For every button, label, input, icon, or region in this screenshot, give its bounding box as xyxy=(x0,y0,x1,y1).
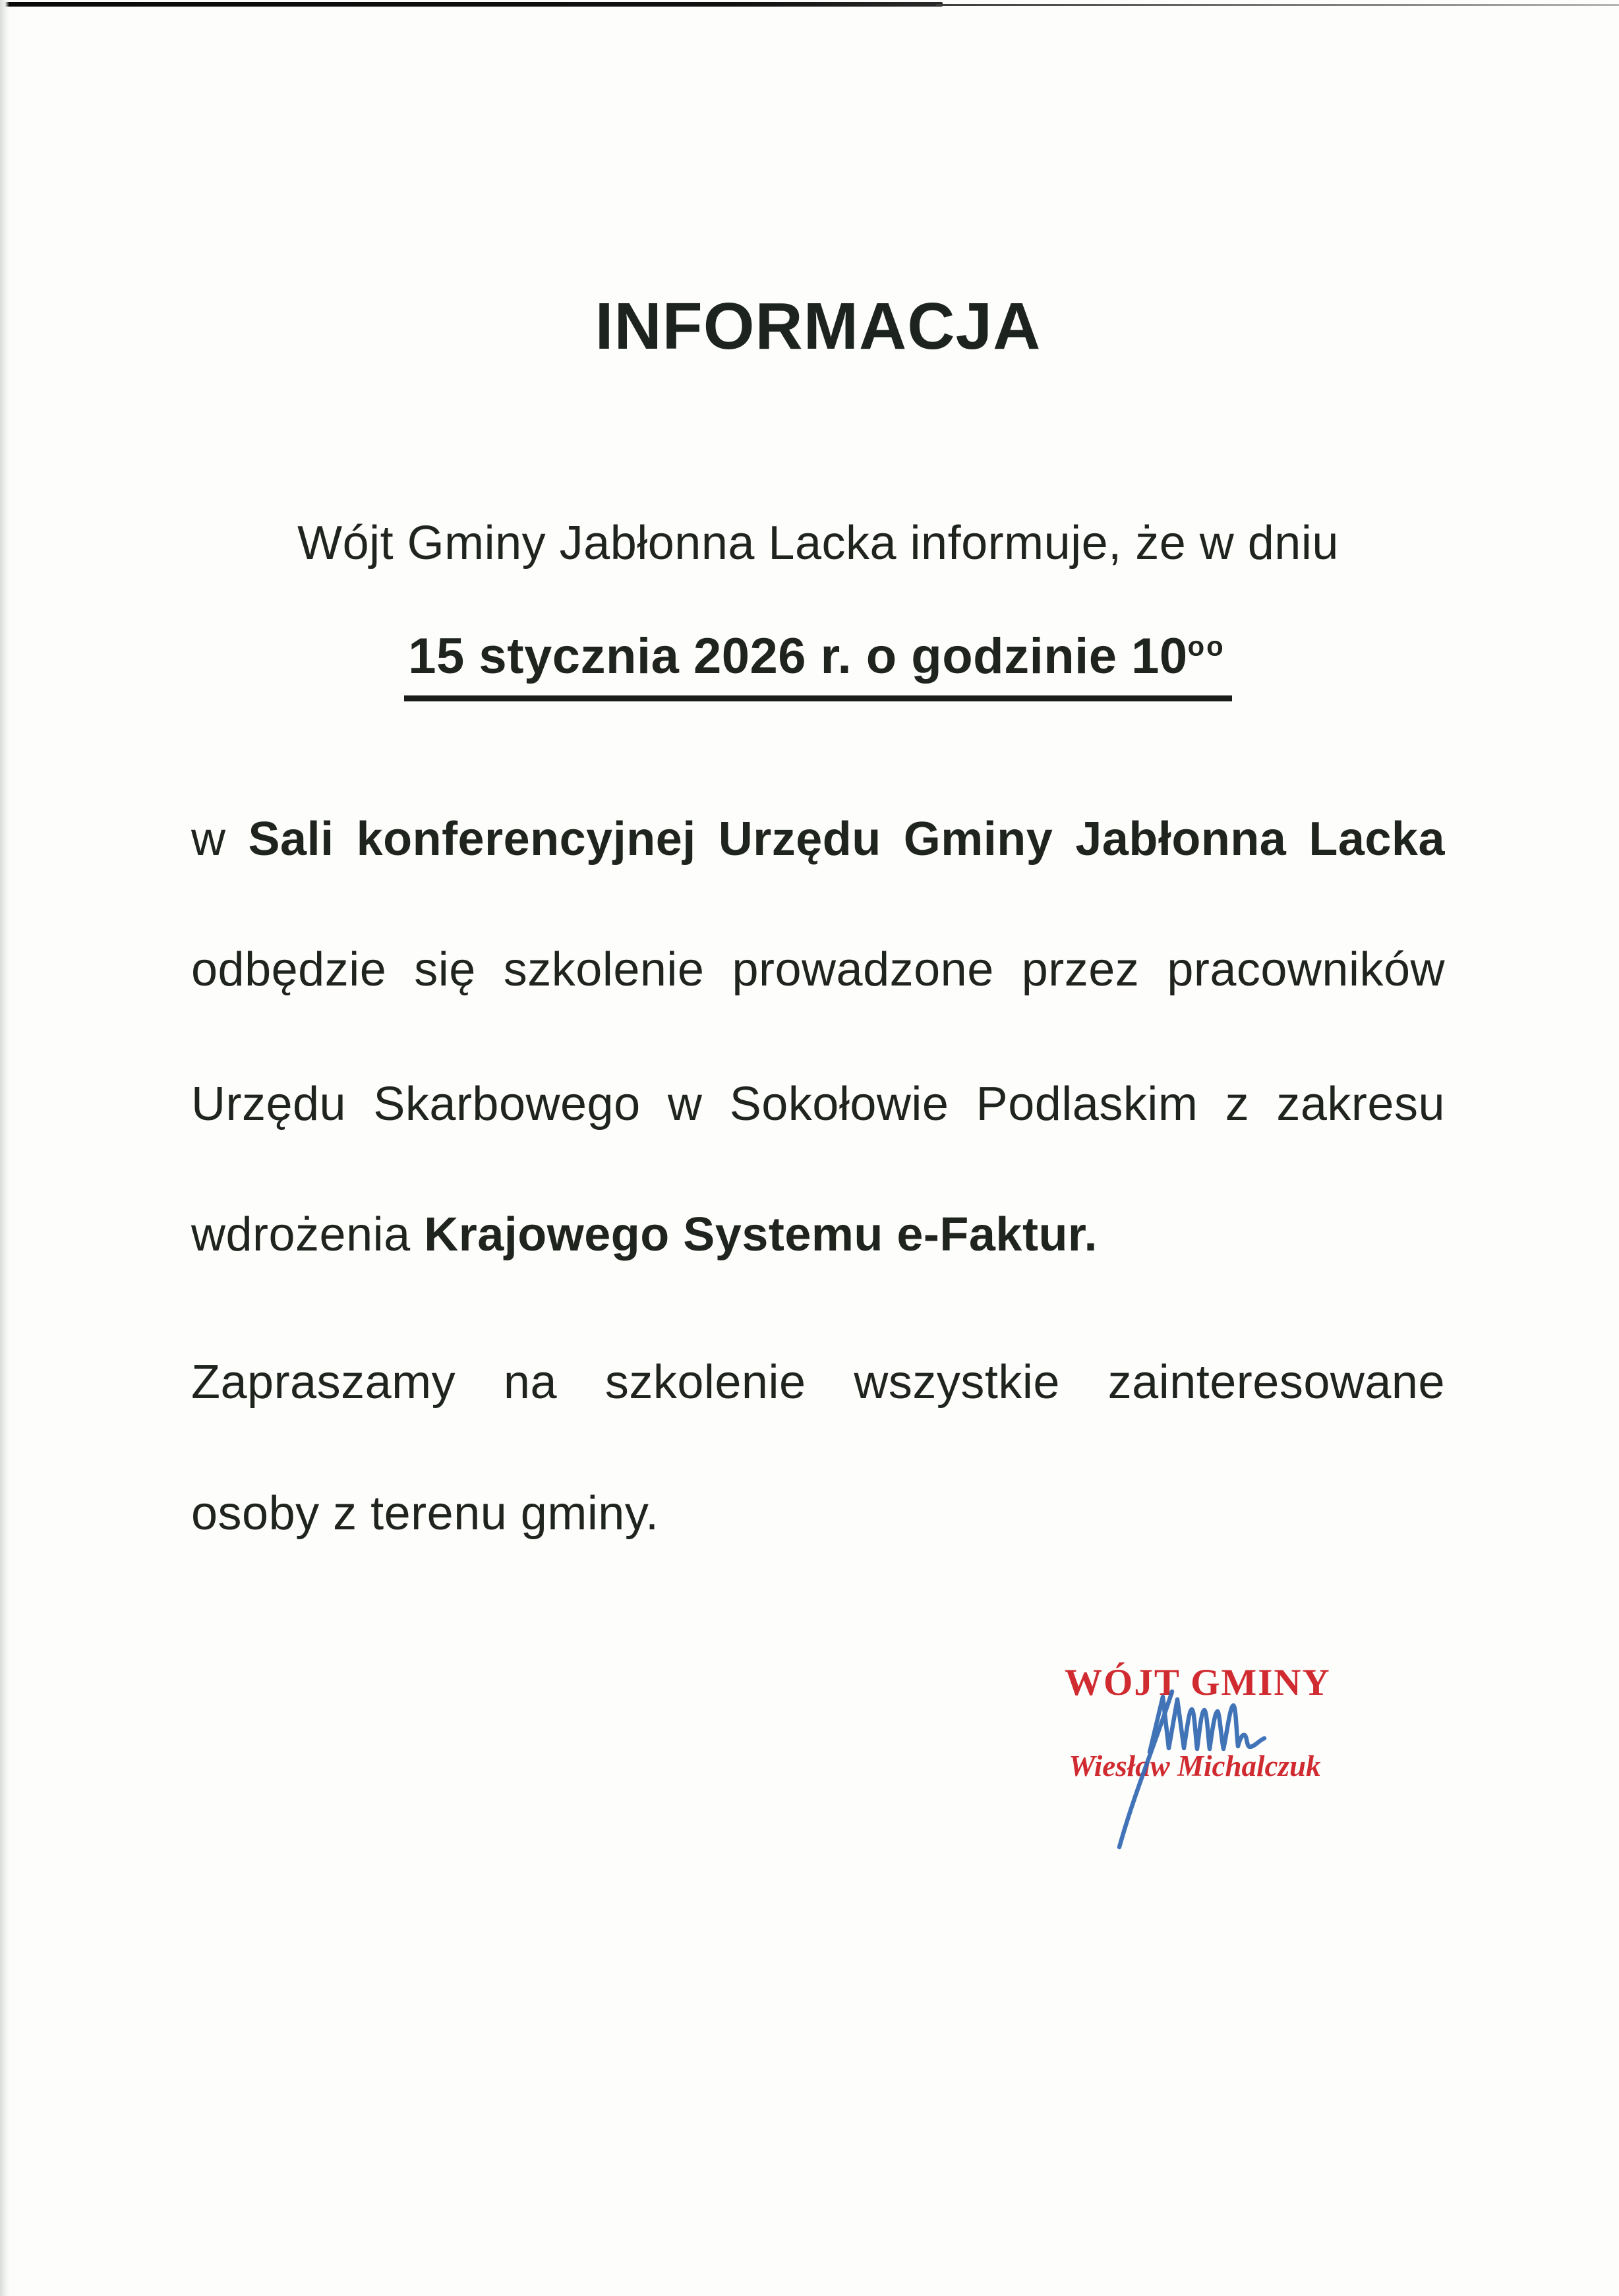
implementation-prefix: wdrożenia xyxy=(191,1208,411,1261)
venue-prefix: w xyxy=(191,813,226,866)
scan-artifact-left-edge xyxy=(0,0,9,2296)
date-line xyxy=(191,628,1445,701)
stamp-office-title: WÓJT GMINY xyxy=(1065,1662,1331,1703)
implementation-line xyxy=(191,1208,1445,1262)
stamp-person-name: Wiesław Michalczuk xyxy=(1069,1750,1321,1782)
invitation-end-line: osoby z terenu gminy. xyxy=(191,1487,659,1540)
document-title: INFORMACJA xyxy=(595,289,1042,363)
date-text: 15 stycznia 2026 r. o godzinie 10 xyxy=(408,628,1188,684)
scan-artifact-top-line xyxy=(0,2,943,7)
training-line: odbędzie się szkolenie prowadzone przez pracowników xyxy=(191,943,1445,996)
date-superscript: oo xyxy=(1187,630,1225,662)
office-line: Urzędu Skarbowego w Sokołowie Podlaskim z zakresu xyxy=(191,1078,1445,1131)
implementation-emphasis: Krajowego Systemu e-Faktur. xyxy=(424,1208,1098,1261)
date-underlined-text xyxy=(404,628,1231,701)
scan-artifact-top-line-thin xyxy=(936,4,1619,6)
venue-emphasis: Sali konferencyjnej Urzędu Gminy Jabłonna Lacka xyxy=(248,813,1445,866)
official-stamp xyxy=(1065,1662,1331,1782)
venue-line xyxy=(191,812,1445,867)
intro-line: Wójt Gminy Jabłonna Lacka informuje, że w dniu xyxy=(297,517,1339,570)
invitation-line: Zapraszamy na szkolenie wszystkie zainteresowane xyxy=(191,1356,1445,1409)
